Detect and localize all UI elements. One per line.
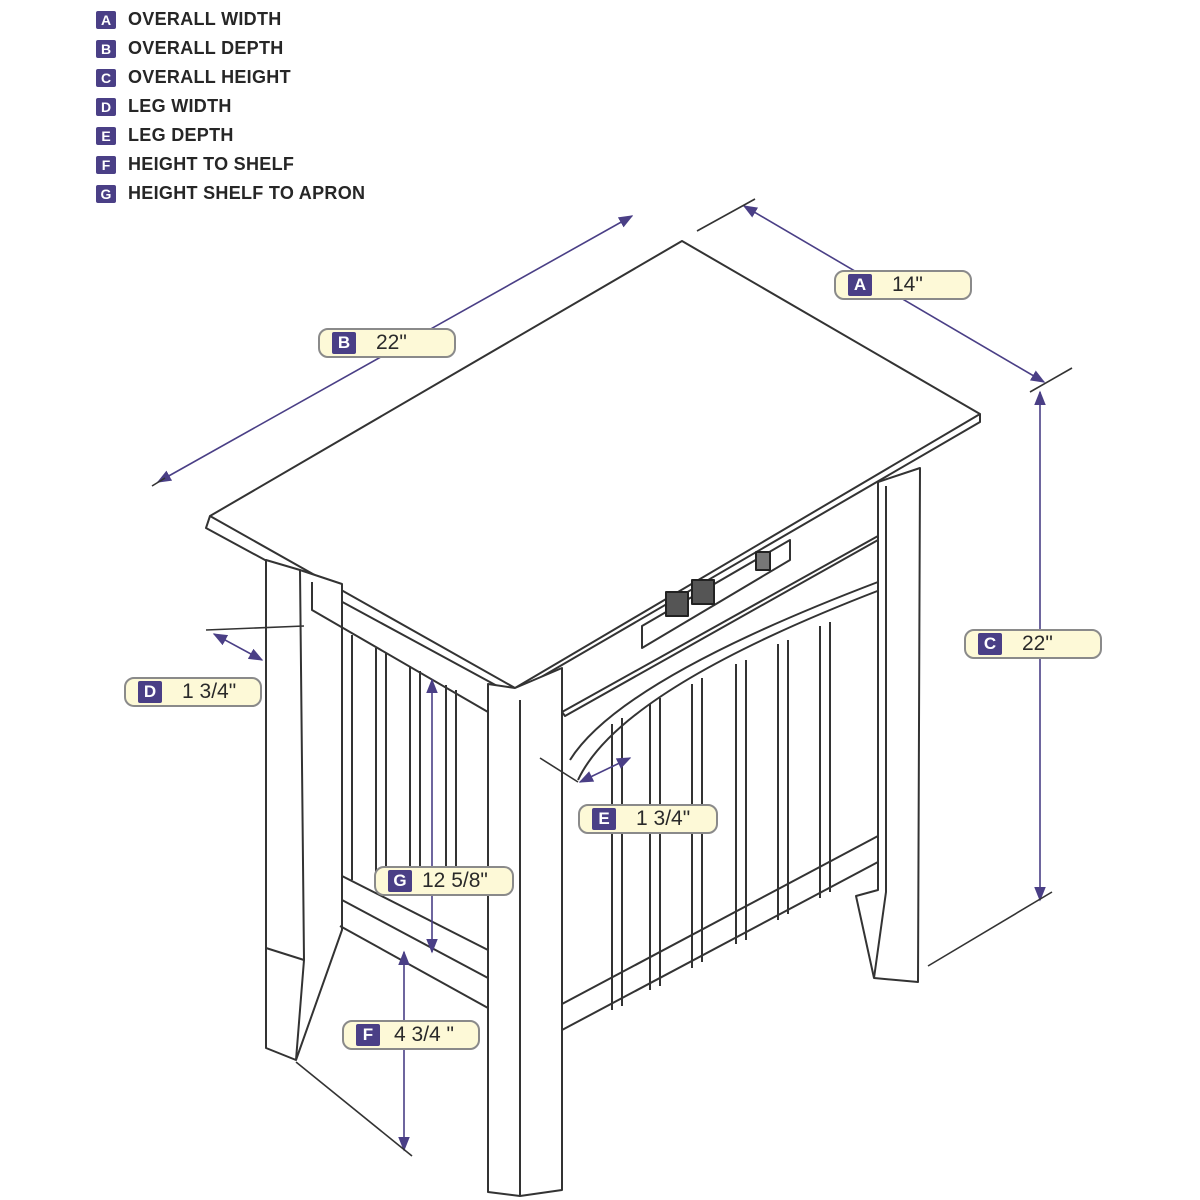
legend-label-f: HEIGHT TO SHELF <box>128 154 295 174</box>
dimension-label-d <box>124 677 262 707</box>
legend-key-b: B <box>96 40 116 58</box>
dimension-label-g <box>374 866 514 896</box>
dimension-value-g: 12 5/8" <box>422 869 488 892</box>
legend-key-e: E <box>96 127 116 145</box>
legend-label-e: LEG DEPTH <box>128 125 234 145</box>
legend-label-b: OVERALL DEPTH <box>128 38 284 58</box>
legend-label-c: OVERALL HEIGHT <box>128 67 291 87</box>
dimension-value-a: 14" <box>892 273 923 296</box>
front-left-leg <box>488 668 562 1196</box>
dimension-value-f: 4 3/4 " <box>394 1023 454 1046</box>
front-right-leg <box>856 468 920 982</box>
dimension-key-f: F <box>356 1024 380 1046</box>
dimension-key-c: C <box>978 633 1002 655</box>
legend-key-f: F <box>96 156 116 174</box>
legend-key-c: C <box>96 69 116 87</box>
dimension-key-a: A <box>848 274 872 296</box>
legend-key-d: D <box>96 98 116 116</box>
dimension-value-c: 22" <box>1022 632 1053 655</box>
dimension-key-g: G <box>388 870 412 892</box>
dimension-label-e <box>578 804 718 834</box>
dimension-key-b: B <box>332 332 356 354</box>
dimension-label-f <box>342 1020 480 1050</box>
dimension-label-b <box>318 328 456 358</box>
dimension-key-d: D <box>138 681 162 703</box>
back-left-leg <box>266 560 342 1060</box>
legend-label-a: OVERALL WIDTH <box>128 9 282 29</box>
dimension-label-c <box>964 629 1102 659</box>
dimension-value-b: 22" <box>376 331 407 354</box>
legend-key-a: A <box>96 11 116 29</box>
dimension-key-e: E <box>592 808 616 830</box>
legend-label-d: LEG WIDTH <box>128 96 232 116</box>
legend-key-g: G <box>96 185 116 203</box>
legend-label-g: HEIGHT SHELF TO APRON <box>128 183 366 203</box>
dimension-value-e: 1 3/4" <box>636 807 691 830</box>
dimension-line-d <box>214 634 262 660</box>
dimension-label-a <box>834 270 972 300</box>
dimension-value-d: 1 3/4" <box>182 680 237 703</box>
